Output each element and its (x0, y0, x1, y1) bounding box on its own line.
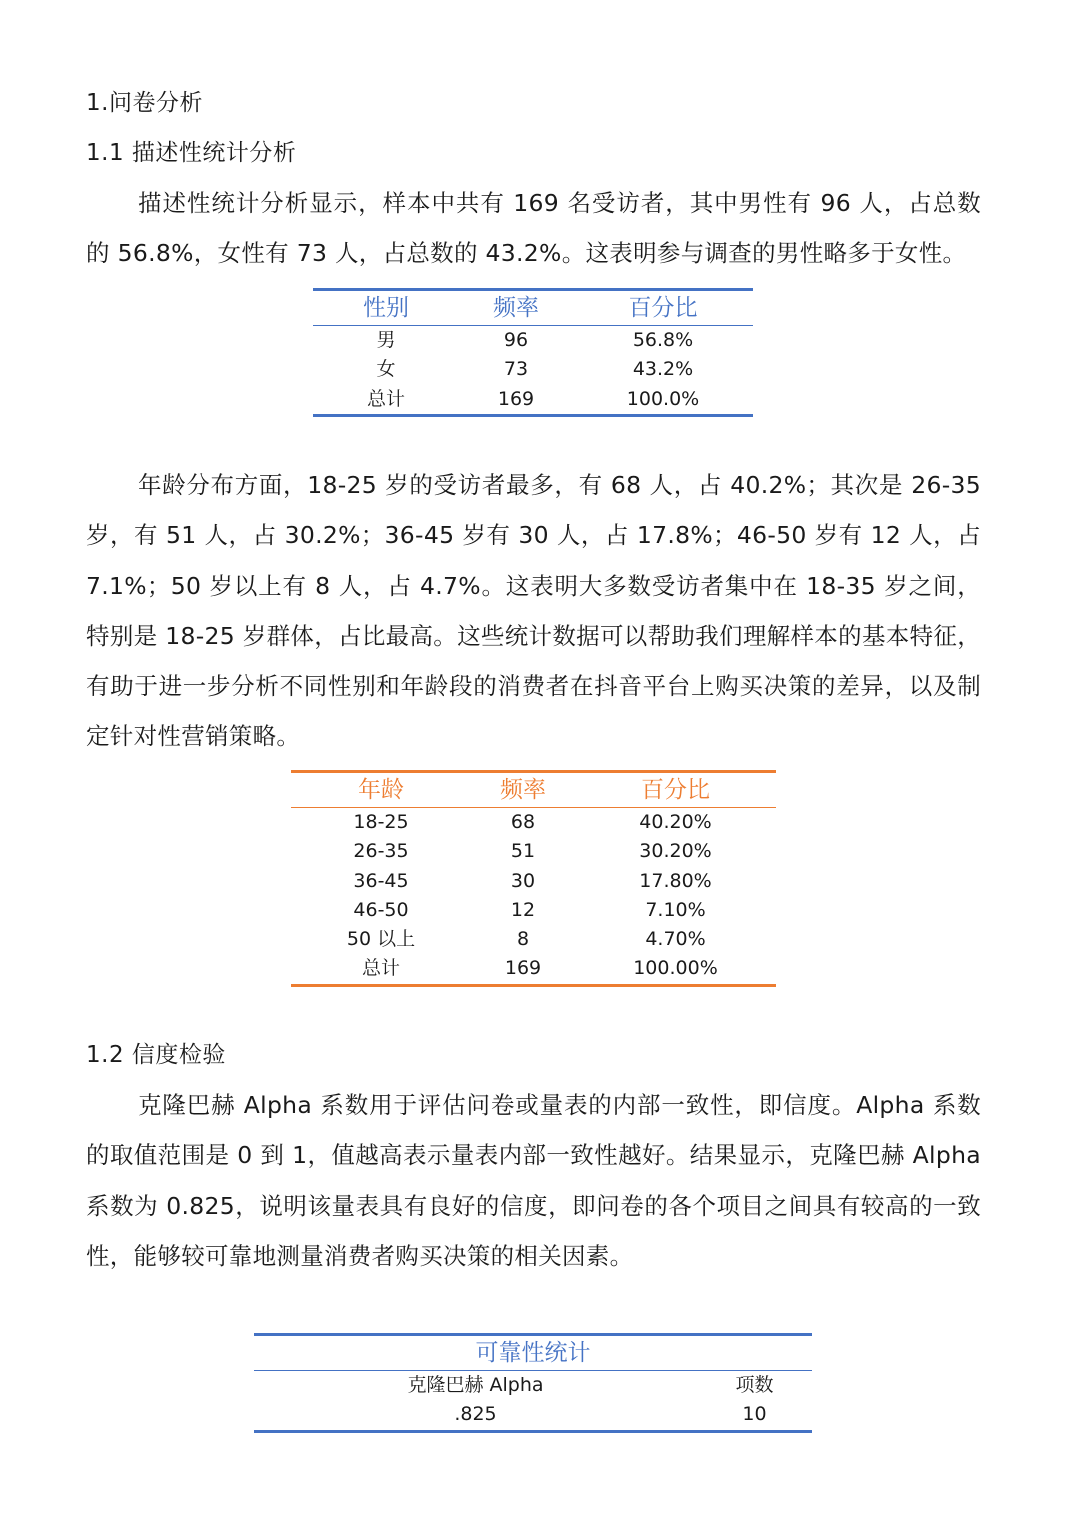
table-row (291, 867, 776, 896)
cell-gender: 总计 (366, 387, 405, 410)
cell-frequency: 96 (503, 329, 529, 351)
cell-percentage: 7.10% (645, 898, 706, 921)
table-header-row (291, 772, 776, 808)
header-percentage: 百分比 (575, 772, 776, 808)
cell-gender: 男 (376, 329, 396, 351)
cell-item-count: 10 (742, 1403, 767, 1426)
header-cronbach-alpha: 克隆巴赫 Alpha (407, 1374, 544, 1396)
header-gender: 性别 (313, 290, 459, 326)
heading-reliability-test: 1.2 信度检验 (86, 1042, 226, 1068)
paragraph-gender-summary: 描述性统计分析显示，样本中共有 169 名受访者，其中男性有 96 人，占总数的 56.8%，女性有 73 人，占总数的 43.2%。这表明参与调查的男性略多于女性。 (86, 189, 981, 268)
cell-age: 18-25 (353, 811, 409, 833)
cell-percentage: 56.8% (632, 329, 694, 351)
cell-age: 26-35 (353, 840, 409, 863)
header-percentage: 百分比 (573, 290, 753, 326)
reliability-title: 可靠性统计 (254, 1335, 812, 1371)
table-row (313, 326, 753, 356)
cell-percentage: 100.00% (633, 957, 718, 980)
table-row (254, 1371, 812, 1401)
cell-percentage: 100.0% (626, 387, 700, 410)
reliability-table (254, 1333, 812, 1433)
header-age: 年龄 (291, 772, 471, 808)
cell-frequency: 73 (503, 358, 529, 381)
cell-frequency: 30 (510, 869, 536, 892)
cell-frequency: 169 (504, 957, 542, 980)
header-frequency: 频率 (471, 772, 575, 808)
cell-gender: 女 (376, 358, 396, 381)
header-frequency: 频率 (459, 290, 573, 326)
table-row (254, 1400, 812, 1431)
cell-age: 36-45 (353, 869, 409, 892)
table-row (313, 385, 753, 416)
paragraph-reliability: 克隆巴赫 Alpha 系数用于评估问卷或量表的内部一致性，即信度。Alpha 系数的取值范围是 0 到 1，值越高表示量表内部一致性越好。结果显示，克隆巴赫 Alpha 系数为 0.825，说明该量表具有良好的信度，即问卷的各个项目之间具有较高的一致性，能够较可靠地测量消费者购买决策的相关因素。 (86, 1091, 981, 1270)
table-row (291, 896, 776, 925)
gender-table (313, 288, 753, 417)
table-row (291, 954, 776, 985)
cell-frequency: 8 (516, 928, 530, 951)
cell-frequency: 12 (510, 898, 536, 921)
cell-alpha-value: .825 (454, 1403, 497, 1426)
cell-percentage: 4.70% (645, 928, 706, 951)
cell-percentage: 43.2% (632, 358, 694, 381)
cell-age: 总计 (361, 957, 400, 980)
cell-percentage: 40.20% (639, 811, 712, 833)
header-item-count: 项数 (735, 1374, 774, 1396)
cell-percentage: 17.80% (639, 869, 712, 892)
cell-percentage: 30.20% (639, 840, 712, 863)
table-row (313, 355, 753, 384)
cell-age: 46-50 (353, 898, 409, 921)
paragraph-age-summary: 年龄分布方面，18-25 岁的受访者最多，有 68 人，占 40.2%；其次是 26-35 岁，有 51 人，占 30.2%；36-45 岁有 30 人，占 17.8%；46-50 岁有 12 人，占 7.1%；50 岁以上有 8 人，占 4.7%。这表明大多数受访者集中在 18-35 岁之间，特别是 18-25 岁群体，占比最高。这些统计数据可以帮助我们理解样本的基本特征，有助于进一步分析不同性别和年龄段的消费者在抖音平台上购买决策的差异，以及制定针对性营销策略。 (86, 471, 981, 751)
table-header-row (313, 290, 753, 326)
table-row (291, 837, 776, 866)
cell-frequency: 68 (510, 811, 536, 833)
table-row (291, 808, 776, 838)
cell-age: 50 以上 (346, 928, 416, 951)
table-title-row (254, 1335, 812, 1371)
heading-descriptive-stats: 1.1 描述性统计分析 (86, 140, 297, 166)
cell-frequency: 169 (497, 387, 535, 410)
table-row (291, 925, 776, 954)
cell-frequency: 51 (510, 840, 536, 863)
heading-questionnaire-analysis: 1.问卷分析 (86, 90, 203, 116)
age-table (291, 770, 776, 987)
